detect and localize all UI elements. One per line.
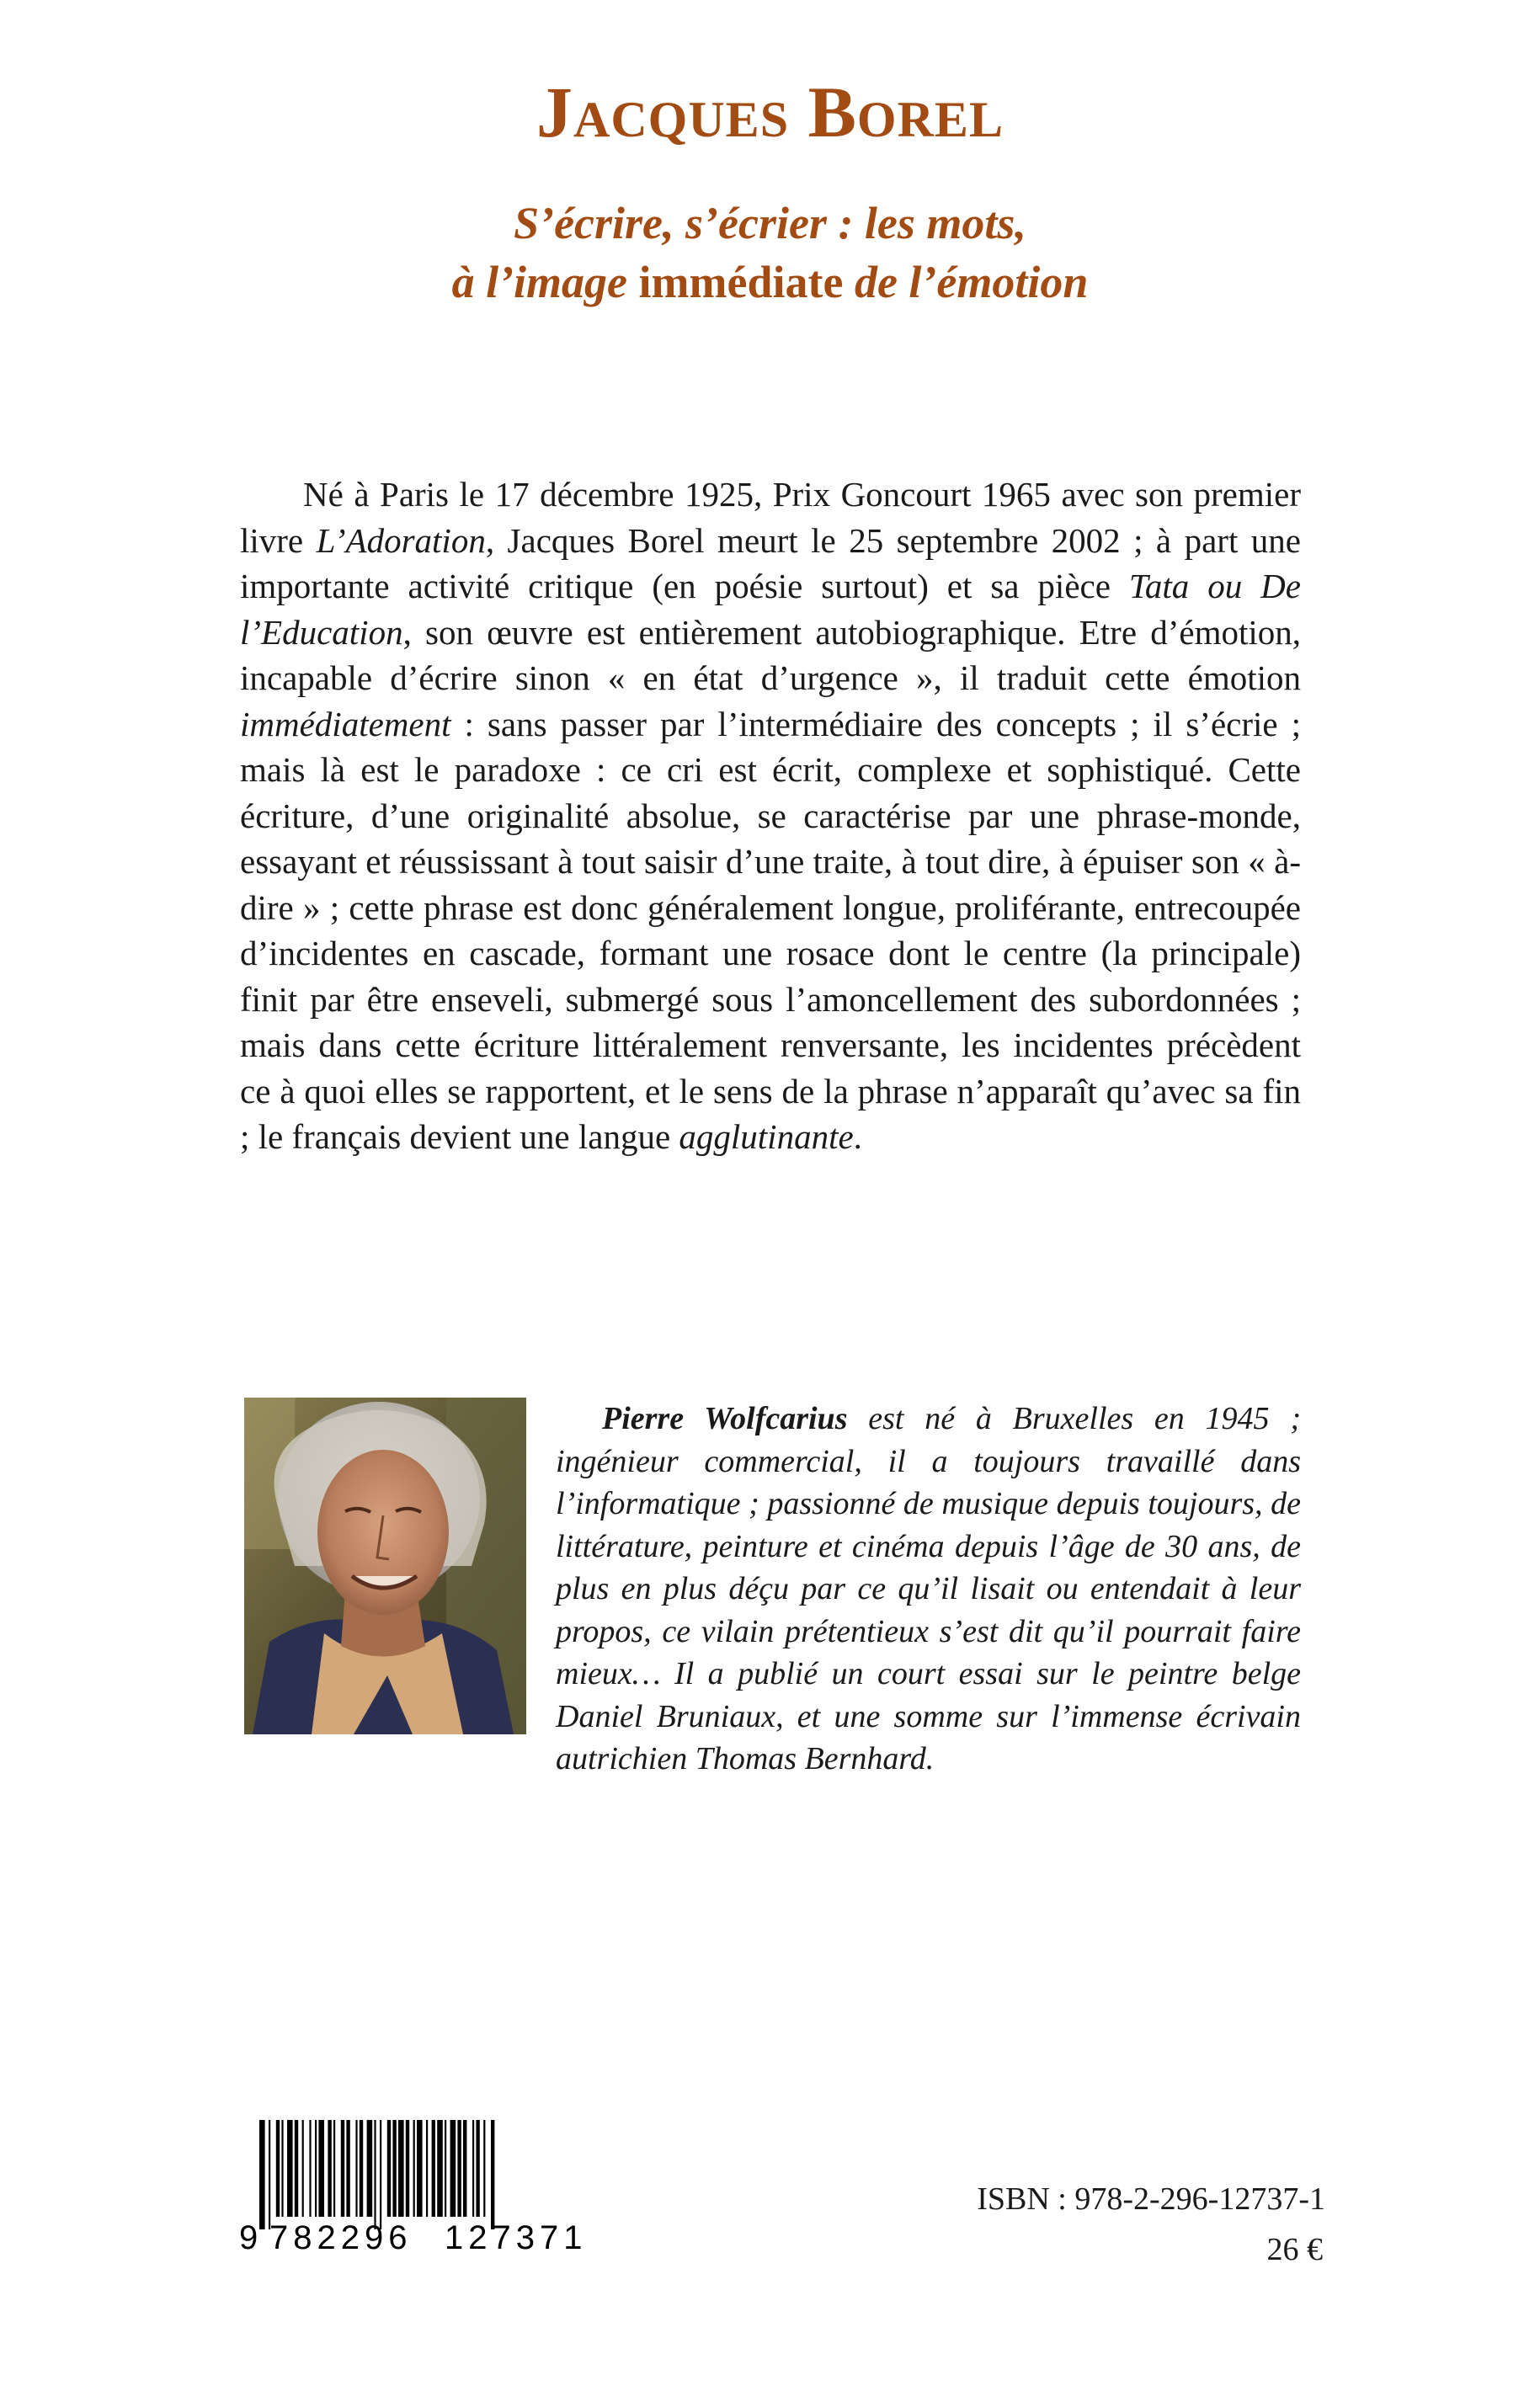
barcode-bar xyxy=(432,2120,435,2217)
book-title-tata: Tata ou De l’Education xyxy=(240,567,1301,652)
barcode-bar xyxy=(457,2120,461,2217)
barcode-bar xyxy=(360,2120,363,2217)
book-title: Jacques Borel xyxy=(536,72,1004,152)
emphasis-immediatement: immédiatement xyxy=(240,704,451,743)
barcode-bar xyxy=(259,2120,265,2229)
barcode-bar xyxy=(387,2120,391,2217)
barcode-bar xyxy=(417,2120,423,2217)
barcode-bar xyxy=(406,2120,409,2217)
price: 26 € xyxy=(1266,2232,1323,2267)
description-text-2: , Jacques Borel meurt le 25 septembre 2002 ; à part une importante activité critique (en poésie surtout) et sa pièce xyxy=(240,520,1301,605)
emphasis-agglutinante: agglutinante xyxy=(679,1117,854,1156)
description-text-5: . xyxy=(853,1117,862,1156)
barcode-bar xyxy=(426,2120,428,2217)
author-bio-paragraph xyxy=(556,1398,1301,1781)
author-biography xyxy=(556,1398,1301,1781)
barcode-bar xyxy=(333,2120,335,2217)
barcode-bar xyxy=(367,2120,373,2217)
barcode-bar xyxy=(302,2120,304,2217)
barcode-bar xyxy=(281,2120,283,2217)
barcode-bar xyxy=(341,2120,344,2217)
barcode-bar xyxy=(392,2120,396,2217)
barcode-digits-group-2: 127371 xyxy=(445,2219,588,2255)
barcode-bar xyxy=(380,2120,381,2229)
subtitle-part-a: à l’image xyxy=(451,257,639,307)
barcode-bar xyxy=(315,2120,317,2217)
barcode-bar xyxy=(483,2120,485,2217)
description-text-3: , son œuvre est entièrement autobiographique. Etre d’émotion, incapable d’écrire sinon « en état d’urgence », il traduit cette émotion xyxy=(240,612,1301,697)
subtitle-line-1: S’écrire, s’écrier : les mots, xyxy=(514,198,1026,248)
barcode-bar xyxy=(476,2120,479,2217)
barcode-bar xyxy=(276,2120,280,2217)
barcode-bar xyxy=(328,2120,331,2217)
barcode-bar xyxy=(346,2120,349,2217)
barcode-digit-first: 9 xyxy=(239,2219,258,2255)
barcode-bar xyxy=(309,2120,311,2217)
barcode-bar xyxy=(437,2120,443,2217)
isbn-barcode xyxy=(234,2120,630,2255)
barcode-bar xyxy=(287,2120,293,2217)
author-name: Pierre Wolfcarius xyxy=(602,1401,848,1436)
barcode-bar xyxy=(269,2120,270,2229)
barcode-bar xyxy=(295,2120,298,2217)
barcode-bar xyxy=(318,2120,324,2217)
barcode-bar xyxy=(355,2120,357,2217)
barcode-bar xyxy=(463,2120,466,2217)
barcode-bar xyxy=(445,2120,446,2217)
barcode-bar xyxy=(491,2120,494,2229)
barcode-digits-group-1: 782296 xyxy=(269,2219,413,2255)
book-title-adoration: L’Adoration xyxy=(316,520,486,560)
barcode-bar xyxy=(413,2120,415,2217)
barcode-bar xyxy=(374,2120,376,2229)
author-photo xyxy=(244,1398,526,1734)
description-paragraph xyxy=(240,471,1301,1160)
barcode-bar xyxy=(472,2120,474,2217)
author-portrait-image xyxy=(244,1398,526,1734)
barcode-bar xyxy=(398,2120,404,2217)
book-subtitle xyxy=(0,194,1540,312)
subtitle-line-2 xyxy=(0,253,1540,312)
description-text-4: : sans passer par l’intermédiaire des concepts ; il s’écrie ; mais là est le paradoxe : ce cri est écrit, complexe et sophistiqué. Cette écriture, d’une originalité absolue, se caractérise par une phrase-monde, essayant et réussissant à tout saisir d’une traite, à tout dire, à épuiser son « à-dire » ; cette phrase est donc généralement longue, proliférante, entrecoupée d’incidentes en cascade, formant une rosace dont le centre (la principale) finit par être enseveli, submergé sous l’amoncellement des subordonnées ; mais dans cette écriture littéralement renversante, les incidentes précèdent ce à quoi elles se rapportent, et le sens de la phrase n’apparaît qu’avec sa fin ; le français devient une langue xyxy=(240,704,1301,1156)
subtitle-part-c: de l’émotion xyxy=(843,257,1089,307)
author-bio-text: est né à Bruxelles en 1945 ; ingénieur commercial, il a toujours travaillé dans l’informatique ; passionné de musique depuis toujours, de littérature, peinture et cinéma depuis l’âge de 30 ans, de plus en plus déçu par ce qu’il lisait ou entendait à leur propos, ce vilain prétentieux s’est dit qu’il pourrait faire mieux… Il a publié un court essai sur le peintre belge Daniel Bruniaux, et une somme sur l’immense écrivain autrichien Thomas Bernhard. xyxy=(556,1401,1301,1776)
description-text-1: Né à Paris le 17 décembre 1925, Prix Goncourt 1965 avec son premier livre xyxy=(240,475,1301,560)
barcode-bar xyxy=(450,2120,456,2217)
book-description xyxy=(240,471,1301,1160)
subtitle-part-b: immédiate xyxy=(638,257,844,307)
isbn-number: ISBN : 978-2-296-12737-1 xyxy=(977,2181,1325,2217)
